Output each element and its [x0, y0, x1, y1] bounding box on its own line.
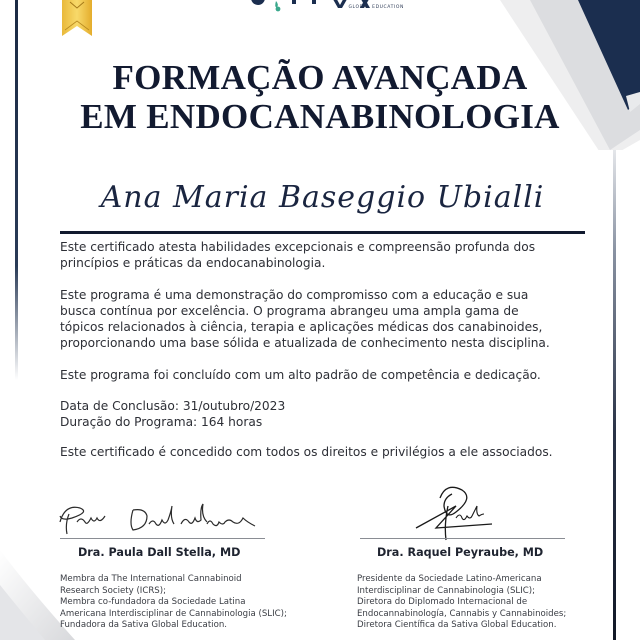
signatory-2-description: Presidente da Sociedade Latino-Americana Interdisciplinar de Cannabinologia (SLIC); Diretora do Diplomado Internacional de Endocannabinología, Cannabis y Cannabinoides; Diretora Científica da Sativa Global Education. [357, 574, 567, 630]
recipient-name: Ana Maria Baseggio Ubialli [100, 180, 545, 215]
recipient-underline [60, 231, 585, 234]
award-ribbon-icon [62, 0, 102, 36]
signature-line-2 [360, 538, 565, 539]
paragraph-1: Este certificado atesta habilidades excepcionais e compreensão profunda dos princípios e práticas da endocanabinologia. [60, 240, 536, 270]
completion-date: Data de Conclusão: 31/outubro/2023 [60, 399, 286, 413]
signatory-1-description: Membra da The International Cannabinoid Research Society (ICRS); Membra co-fundadora da Sociedade Latina Americana Interdisciplinar de Cannabinologia (SLIC); Fundadora da Sativa Global Education. [60, 574, 287, 630]
signature-line-1 [60, 538, 265, 539]
left-border-line [15, 0, 18, 380]
certificate-title [0, 58, 640, 136]
logo-subtitle: GLOBAL EDUCATION [348, 5, 404, 10]
paragraph-5: Este certificado é concedido com todos os direitos e privilégios a ele associados. [60, 445, 553, 459]
title-line-2: EM ENDOCANABINOLOGIA [80, 97, 560, 136]
paragraph-2: Este programa é uma demonstração do compromisso com a educação e sua busca contínua por excelência. O programa abrangeu uma ampla gama de tópicos relacionados à ciência, terapia e aplicações médicas dos canabinoides, proporcionando uma base sólida e atualizada de conhecimento nesta disciplina. [60, 288, 550, 350]
sativa-logo [248, 0, 398, 20]
paragraph-dates [60, 398, 600, 430]
paragraph-3: Este programa foi concluído com um alto padrão de competência e dedicação. [60, 368, 541, 382]
signatory-1-name: Dra. Paula Dall Stella, MD [78, 546, 241, 559]
program-duration: Duração do Programa: 164 horas [60, 415, 263, 429]
signature-paula-dall-stella [55, 500, 270, 540]
signatory-2-name: Dra. Raquel Peyraube, MD [377, 546, 544, 559]
right-border-line [613, 120, 616, 640]
title-line-1: FORMAÇÃO AVANÇADA [112, 58, 528, 97]
signature-raquel-peyraube [410, 478, 530, 550]
